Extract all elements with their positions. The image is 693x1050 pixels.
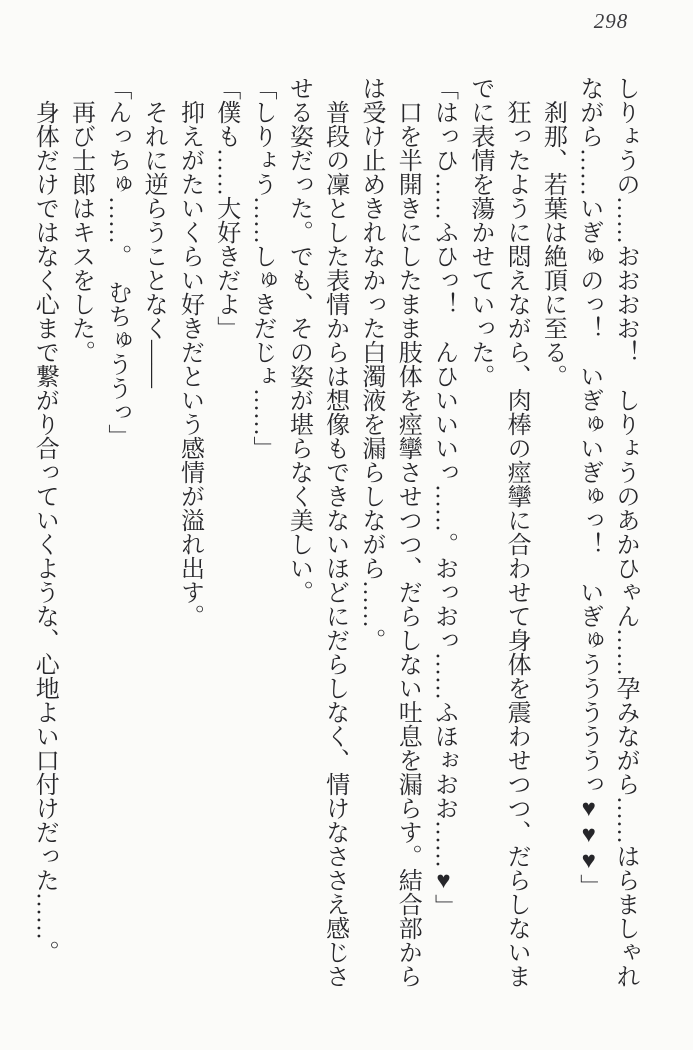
- page-number: 298: [593, 9, 629, 33]
- text-line: 「しりょう……しゅきだじょ……」: [249, 76, 276, 460]
- text-line: 普段の凜とした表情からは想像もできないほどにだらしなく、情けなささえ感じさ: [321, 76, 348, 988]
- text-line: それに逆らうことなく――: [140, 76, 167, 388]
- text-line: 狂ったように悶えながら、肉棒の痙攣に合わせて身体を震わせつつ、だらしないま: [503, 76, 530, 988]
- text-line: 抑えがたいくらい好きだという感情が溢れ出す。: [176, 76, 203, 628]
- text-line: ながら……いぎゅのっ！ いぎゅいぎゅっ！ いぎゅうううううっ♥♥♥」: [575, 76, 602, 898]
- text-line: 「僕も……大好きだよ」: [212, 76, 239, 340]
- text-line: は受け止めきれなかった白濁液を漏らしながら……。: [357, 76, 384, 652]
- novel-text-block: [26, 76, 643, 994]
- text-line: 「はっひ……ふひっ！ んひいいいっ……。おっおっ……ふほぉおお……♥」: [430, 76, 457, 918]
- text-line: 刹那、若葉は絶頂に至る。: [539, 76, 566, 388]
- text-line: せる姿だった。でも、その姿が堪らなく美しい。: [285, 76, 312, 604]
- text-line: でに表情を蕩かせていった。: [466, 76, 493, 388]
- text-line: しりょうの……おおおお！ しりょうのあかひゃん……孕みながら……はらましゃれ: [612, 76, 638, 988]
- text-line: 口を半開きにしたまま肢体を痙攣させつつ、だらしない吐息を漏らす。結合部から: [394, 76, 421, 988]
- text-line: 身体だけではなく心まで繋がり合っていくような、心地よい口付けだった……。: [31, 76, 58, 964]
- text-line: 「んっちゅ……。 むちゅううっ」: [103, 76, 130, 448]
- text-line: 再び士郎はキスをした。: [67, 76, 94, 364]
